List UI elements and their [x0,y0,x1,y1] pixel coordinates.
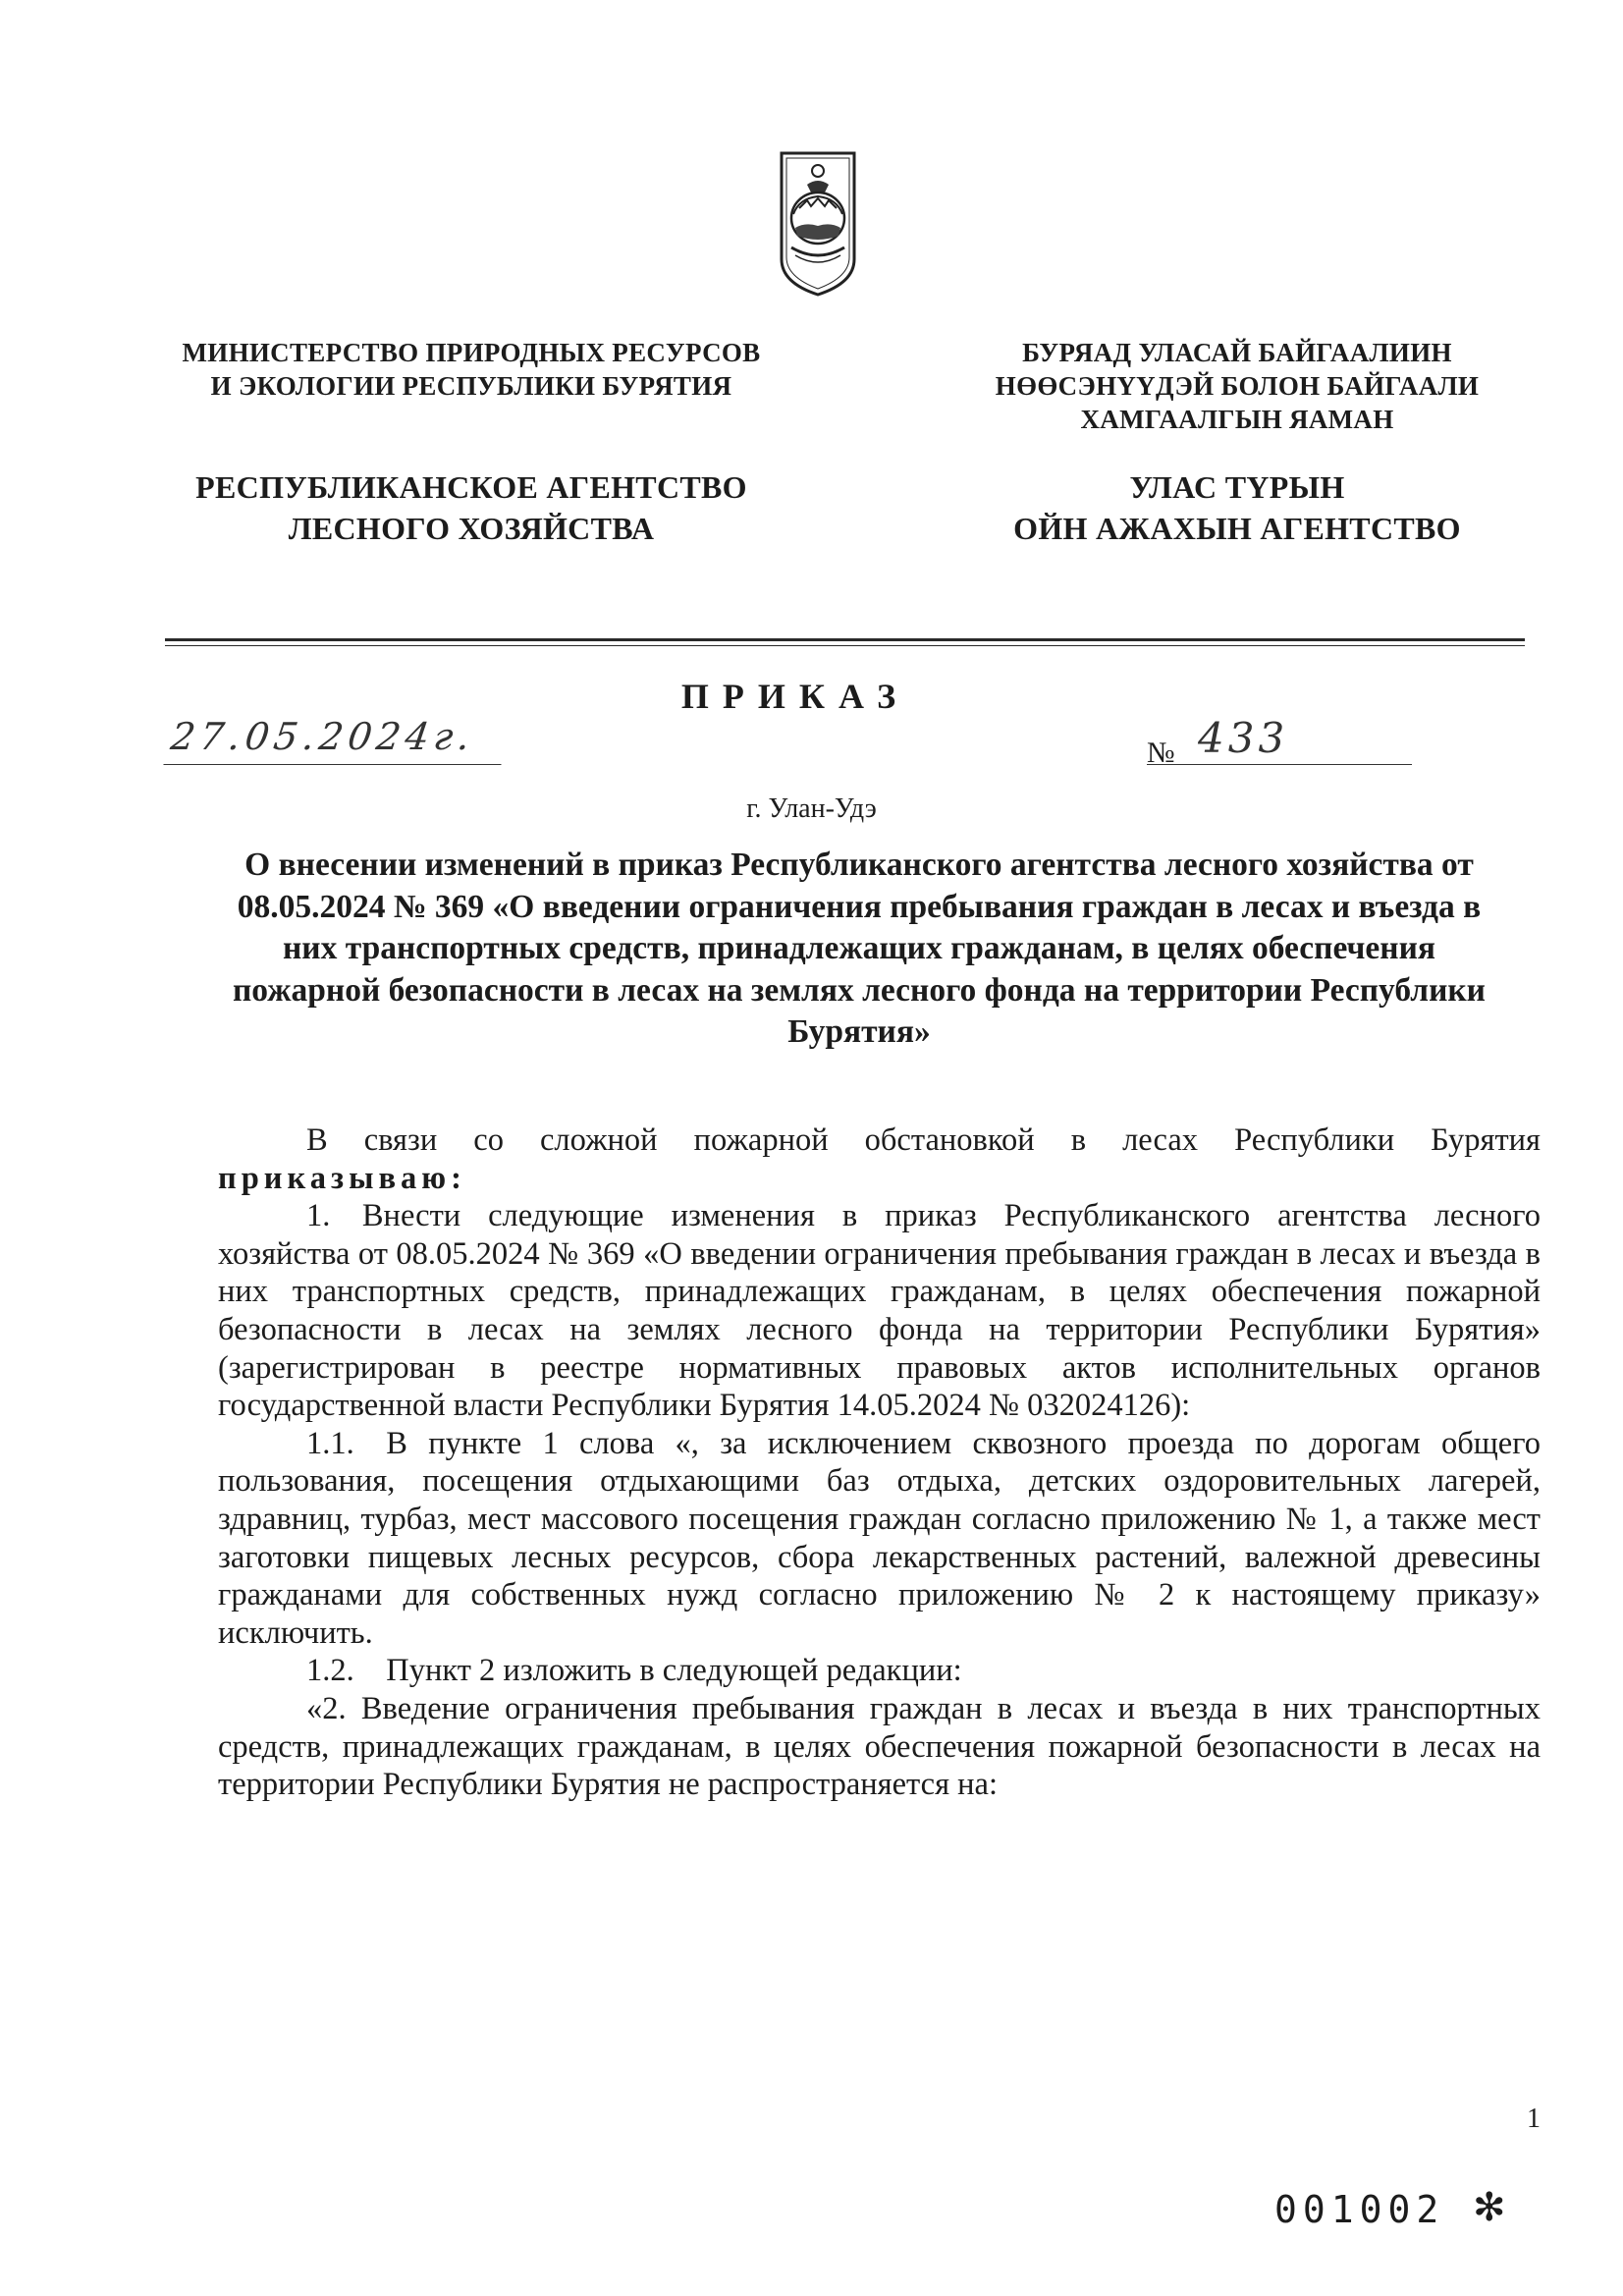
document-title: ПРИКАЗ [680,677,910,716]
agency-bua-line-2: ОЙН АЖАХЫН АГЕНТСТВО [1013,511,1461,546]
ministry-bua-line-1: БУРЯАД УЛАСАЙ БАЙГААЛИИН [1022,338,1452,367]
agency-ru-line-2: ЛЕСНОГО ХОЗЯЙСТВА [288,511,655,546]
form-serial-number: 001002 [1274,2188,1445,2231]
agency-bua-line-1: УЛАС ТҮРЫН [1129,469,1345,505]
paragraph-1: 1. Внести следующие изменения в приказ Республиканского агентства лесного хозяйства от 08.05.2024 № 369 «О введении ограничения пребывания граждан в лесах и въезда в них транспортных средств, принадлежащих гражданам, в целях обеспечения пожарной безопасности в лесах на землях лесного фонда на территории Республики Бурятия» (зарегистрирован в реестре нормативных правовых актов исполнительных органов государственной власти Республики Бурятия 14.05.2024 № 032024126): [218,1198,1541,1424]
city-name: г. Улан-Удэ [746,793,877,824]
asterisk-mark-icon: ✻ [1473,2185,1506,2229]
ministry-bua-line-2: НӨӨСЭНҮҮДЭЙ БОЛОН БАЙГААЛИ [995,371,1480,401]
ministry-ru-line-2: И ЭКОЛОГИИ РЕСПУБЛИКИ БУРЯТИЯ [210,371,732,401]
coat-of-arms-emblem [778,149,858,299]
agency-ru-line-1: РЕСПУБЛИКАНСКОЕ АГЕНТСТВО [195,469,747,505]
ministry-bua-line-3: ХАМГААЛГЫН ЯАМАН [1080,405,1394,434]
order-number-handwritten: 433 [1198,714,1289,762]
agency-name-ru [147,466,795,549]
paragraph-1-2: 1.2. Пункт 2 изложить в следующей редакции: [306,1653,962,1689]
intro-text: В связи со сложной пожарной обстановкой в лесах Республики Бурятия [306,1122,1541,1158]
paragraph-1-1: 1.1. В пункте 1 слова «, за исключением сквозного проезда по дорогам общего пользования, посещения отдыхающими баз отдыха, детских оздоровительных лагерей, здравниц, турбаз, мест массового посещения граждан согласно приложению № 1, а также мест заготовки пищевых лесных ресурсов, сбора лекарственных растений, валежной древесины гражданами для собственных нужд согласно приложению № 2 к настоящему приказу» исключить. [218,1425,1541,1651]
order-number-field [1147,714,1412,769]
order-subject-heading: О внесении изменений в приказ Республиканского агентства лесного хозяйства от 08.05.2024 № 369 «О введении ограничения пребывания граждан в лесах и въезда в них транспортных средств, принадлежащих гражданам, в целях обеспечения пожарной безопасности в лесах на землях лесного фонда на территории Республики Бурятия» [233,847,1486,1050]
ministry-ru-line-1: МИНИСТЕРСТВО ПРИРОДНЫХ РЕСУРСОВ [182,338,761,367]
header-divider-thick [165,638,1525,641]
paragraph-2-quote: «2. Введение ограничения пребывания граждан в лесах и въезда в них транспортных средств, принадлежащих гражданам, в целях обеспечения пожарной безопасности в лесах на территории Республики Бурятия не распространяется на: [218,1690,1541,1803]
order-date-handwritten: 27.05.2024г. [163,715,508,765]
ministry-name-bua [928,336,1546,436]
header-divider-thin [165,645,1525,646]
ministry-name-ru [147,336,795,403]
intro-paragraph [218,1121,1541,1197]
page-number: 1 [1527,2104,1541,2134]
order-word: приказываю: [218,1160,466,1196]
number-sign: № [1147,737,1175,769]
agency-name-bua [928,466,1546,549]
document-body [218,1121,1541,1804]
